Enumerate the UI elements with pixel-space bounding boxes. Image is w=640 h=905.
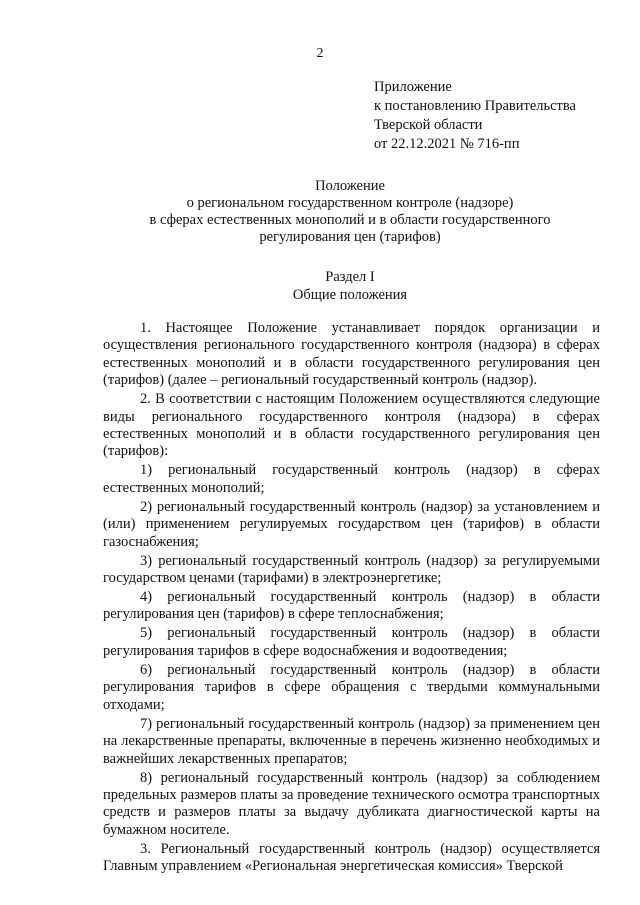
paragraph: 3. Региональный государственный контроль (надзор) осуществляется Главным управлением «Региональная энергетическая комиссия» Тверской (103, 840, 600, 875)
section-number: Раздел I (325, 269, 375, 285)
title-line: в сферах естественных монополий и в области государственного (149, 212, 551, 228)
title-line: регулирования цен (тарифов) (259, 229, 441, 245)
appendix-line: Тверской области (374, 117, 483, 133)
paragraph: 1) региональный государственный контроль (надзор) в сферах естественных монополий; (103, 462, 600, 496)
paragraph: 5) региональный государственный контроль (надзор) в области регулирования тарифов в сфере водоснабжения и водоотведения; (103, 625, 600, 659)
paragraph: 6) региональный государственный контроль (надзор) в области регулирования тарифов в сфере обращения с твердыми коммунальными отходами; (103, 661, 600, 713)
title-line: о региональном государственном контроле (надзоре) (186, 195, 514, 211)
paragraph: 7) региональный государственный контроль (надзор) за применением цен на лекарственные препараты, включенные в перечень жизненно необходимых и важнейших лекарственных препаратов; (103, 715, 600, 767)
document-title (100, 178, 600, 246)
paragraph: 2) региональный государственный контроль (надзор) за установлением и (или) применением регулируемых государством цен (тарифов) в области газоснабжения; (103, 498, 600, 550)
title-line: Положение (315, 178, 385, 194)
paragraph: 4) региональный государственный контроль (надзор) в области регулирования цен (тарифов) в сфере теплоснабжения; (103, 589, 600, 623)
appendix-block (374, 78, 614, 154)
appendix-line: к постановлению Правительства (374, 98, 576, 114)
body-text (103, 320, 600, 877)
section-heading (100, 268, 600, 304)
paragraph: 8) региональный государственный контроль (надзор) за соблюдением предельных размеров платы за проведение технического осмотра транспортных средств и размеров платы за выдачу дубликата диагностической карты на бумажном носителе. (103, 769, 600, 838)
page-number: 2 (316, 46, 324, 61)
paragraph: 3) региональный государственный контроль (надзор) за регулируемыми государством ценами (тарифами) в электроэнергетике; (103, 552, 600, 587)
appendix-line: от 22.12.2021 № 716-пп (374, 136, 520, 152)
appendix-line: Приложение (374, 79, 452, 95)
paragraph: 1. Настоящее Положение устанавливает порядок организации и осуществления регионального государственного контроля (надзора) в сферах естественных монополий и в области государственного регулирования цен (тарифов) (далее – региональный государственный контроль (надзор). (103, 320, 600, 389)
section-name: Общие положения (292, 287, 408, 303)
paragraph: 2. В соответствии с настоящим Положением осуществляются следующие виды регионального государственного контроля (надзора) в сферах естественных монополий и в области государственного регулирования цен (тарифов): (103, 391, 600, 460)
